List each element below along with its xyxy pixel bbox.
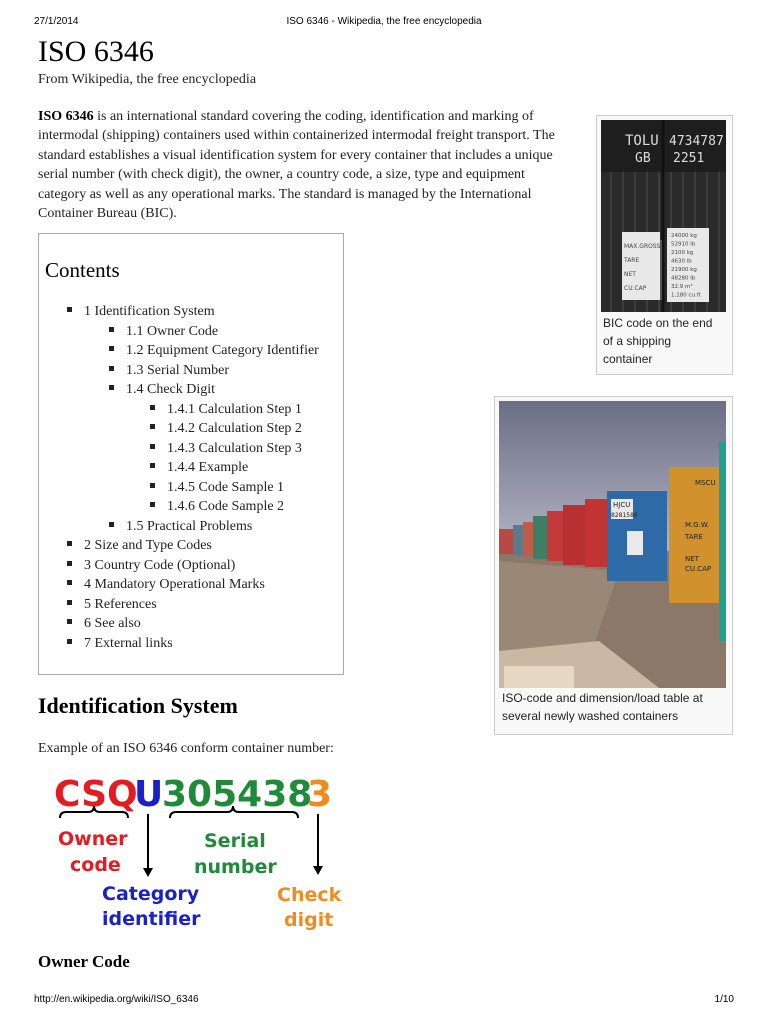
bullet-icon xyxy=(150,502,155,507)
owner-letters: CSQ xyxy=(54,774,138,815)
door-code-type: 2251 xyxy=(673,151,705,166)
print-url: http://en.wikipedia.org/wiki/ISO_6346 xyxy=(34,994,199,1005)
toc-item[interactable] xyxy=(67,577,265,593)
category-arrowhead xyxy=(143,868,153,877)
category-letter: U xyxy=(134,774,164,815)
toc-heading: Contents xyxy=(45,258,120,282)
bullet-icon xyxy=(109,346,114,351)
category-label-line2: identifier xyxy=(102,908,201,930)
toc-item-label: 3 Country Code (Optional) xyxy=(84,557,236,573)
plate-value: 1,180 cu.ft xyxy=(671,292,701,299)
toc-item-label: 1.4.1 Calculation Step 1 xyxy=(167,401,302,417)
toc-item[interactable] xyxy=(150,402,302,418)
print-header xyxy=(34,16,734,30)
toc-item-label: 1.4 Check Digit xyxy=(126,382,216,397)
plate-value: 24000 kg xyxy=(671,233,697,239)
tagline: From Wikipedia, the free encyclopedia xyxy=(38,72,257,87)
container-yard-photo[interactable] xyxy=(499,401,726,688)
bullet-icon xyxy=(150,424,155,429)
intro-text: is an international standard covering the coding, identification and marking of intermodal (shipping) containers used within containerized intermodal freight transport. The standard establishes a visual identification system for every container that includes a unique serial number (with check digit), the owner, a country code, a size, type and equipment category as well as any operational marks. The standard is managed by the International Container Bureau (BIC). xyxy=(38,109,555,222)
toc-item[interactable] xyxy=(150,460,248,476)
plate-value: 4630 lb xyxy=(671,258,692,265)
toc-item-label: 1 Identification System xyxy=(84,304,215,319)
bullet-icon xyxy=(109,327,114,332)
print-page-number: 1/10 xyxy=(714,994,734,1005)
mark-hjcu: HJCU xyxy=(613,501,631,509)
toc-item[interactable] xyxy=(67,616,141,632)
check-digit: 3 xyxy=(307,774,333,815)
toc-item[interactable] xyxy=(67,538,212,554)
serial-label-line2: number xyxy=(194,856,277,878)
table-of-contents xyxy=(38,233,344,675)
mark-cucap: CU.CAP xyxy=(685,565,712,573)
bullet-icon xyxy=(67,600,72,605)
mark-serial: 8281586 xyxy=(611,512,638,519)
toc-item-label: 1.2 Equipment Category Identifier xyxy=(126,343,319,358)
caption-line: of a shipping xyxy=(603,334,672,348)
toc-item-label: 1.4.6 Code Sample 2 xyxy=(167,499,285,514)
toc-item-label: 1.3 Serial Number xyxy=(126,362,230,378)
intro-bold-term: ISO 6346 xyxy=(38,109,94,124)
door-code-number: 4734787 xyxy=(669,134,724,149)
intro-paragraph xyxy=(38,107,568,223)
bullet-icon xyxy=(150,444,155,449)
toc-item-label: 1.4.3 Calculation Step 3 xyxy=(167,440,302,456)
door-code-prefix: TOLU xyxy=(625,133,659,149)
owner-label-line1: Owner xyxy=(58,828,128,850)
serial-digits: 305438 xyxy=(162,774,313,815)
plate-label: MAX.GROSS xyxy=(624,243,661,250)
toc-item-label: 1.4.4 Example xyxy=(167,460,249,475)
toc-item[interactable] xyxy=(150,480,284,496)
toc-item[interactable] xyxy=(109,324,218,340)
toc-item[interactable] xyxy=(67,597,157,613)
bullet-icon xyxy=(67,561,72,566)
plate-value: 21900 kg xyxy=(671,267,697,273)
bullet-icon xyxy=(109,385,114,390)
container-door-photo[interactable] xyxy=(601,120,726,312)
figure-bic-code xyxy=(596,115,733,375)
plate-label: TARE xyxy=(624,257,640,264)
toc-item[interactable] xyxy=(67,304,215,320)
plate-value: 32.9 m³ xyxy=(671,284,693,290)
toc-item[interactable] xyxy=(67,636,173,652)
toc-item[interactable] xyxy=(67,558,235,574)
bullet-icon xyxy=(109,522,114,527)
toc-item-label: 1.4.5 Code Sample 1 xyxy=(167,479,285,495)
toc-item[interactable] xyxy=(150,421,302,437)
section-heading-identification: Identification System xyxy=(38,693,238,718)
mark-net: NET xyxy=(685,555,699,563)
toc-item-label: 6 See also xyxy=(84,616,141,631)
toc-item-label: 1.5 Practical Problems xyxy=(126,518,253,534)
plate-label: CU.CAP xyxy=(624,285,647,292)
plate-value: 52910 lb xyxy=(671,241,696,248)
bullet-icon xyxy=(67,639,72,644)
caption-line: several newly washed containers xyxy=(502,709,679,723)
serial-label-line1: Serial xyxy=(204,830,266,852)
toc-item-label: 1.4.2 Calculation Step 2 xyxy=(167,421,302,436)
bullet-icon xyxy=(67,619,72,624)
container-number-diagram[interactable] xyxy=(52,768,352,938)
example-text: Example of an ISO 6346 conform container number: xyxy=(38,741,334,756)
subsection-heading-owner-code: Owner Code xyxy=(38,952,130,971)
bullet-icon xyxy=(67,541,72,546)
caption-line: BIC code on the end xyxy=(603,316,713,330)
caption-line: ISO-code and dimension/load table at xyxy=(502,691,703,705)
plate-value: 2100 kg xyxy=(671,250,694,256)
check-label-line1: Check xyxy=(277,884,342,906)
bullet-icon xyxy=(150,463,155,468)
door-code-country: GB xyxy=(635,151,651,166)
owner-label-line2: code xyxy=(70,854,121,876)
page-title: ISO 6346 xyxy=(38,35,154,68)
toc-item-label: 5 References xyxy=(84,596,157,612)
figure-washed-containers xyxy=(494,396,733,735)
bullet-icon xyxy=(109,366,114,371)
bullet-icon xyxy=(67,307,72,312)
toc-item-label: 7 External links xyxy=(84,635,173,651)
caption-line: container xyxy=(603,352,653,366)
print-footer xyxy=(34,994,734,1008)
category-label-line1: Category xyxy=(102,883,200,905)
check-arrowhead xyxy=(313,866,323,875)
mark-mgw: M.G.W. xyxy=(685,521,710,529)
figure-caption-2 xyxy=(502,689,703,725)
plate-value: 48280 lb xyxy=(671,275,696,282)
bullet-icon xyxy=(150,405,155,410)
mark-mscu: MSCU xyxy=(695,479,716,487)
toc-item-label: 1.1 Owner Code xyxy=(126,323,219,339)
bullet-icon xyxy=(150,483,155,488)
print-date: 27/1/2014 xyxy=(34,16,79,27)
toc-item-label: 4 Mandatory Operational Marks xyxy=(84,577,265,592)
toc-item[interactable] xyxy=(150,441,302,457)
check-label-line2: digit xyxy=(284,909,334,931)
figure-caption-1 xyxy=(603,314,712,368)
toc-item[interactable] xyxy=(109,519,252,535)
print-title: ISO 6346 - Wikipedia, the free encyclopedia xyxy=(286,16,482,27)
toc-item[interactable] xyxy=(109,382,215,398)
mark-tare: TARE xyxy=(685,533,703,541)
plate-label: NET xyxy=(624,271,636,278)
toc-item[interactable] xyxy=(150,499,284,515)
toc-item-label: 2 Size and Type Codes xyxy=(84,538,212,553)
toc-item[interactable] xyxy=(109,363,229,379)
toc-item[interactable] xyxy=(109,343,319,359)
bullet-icon xyxy=(67,580,72,585)
